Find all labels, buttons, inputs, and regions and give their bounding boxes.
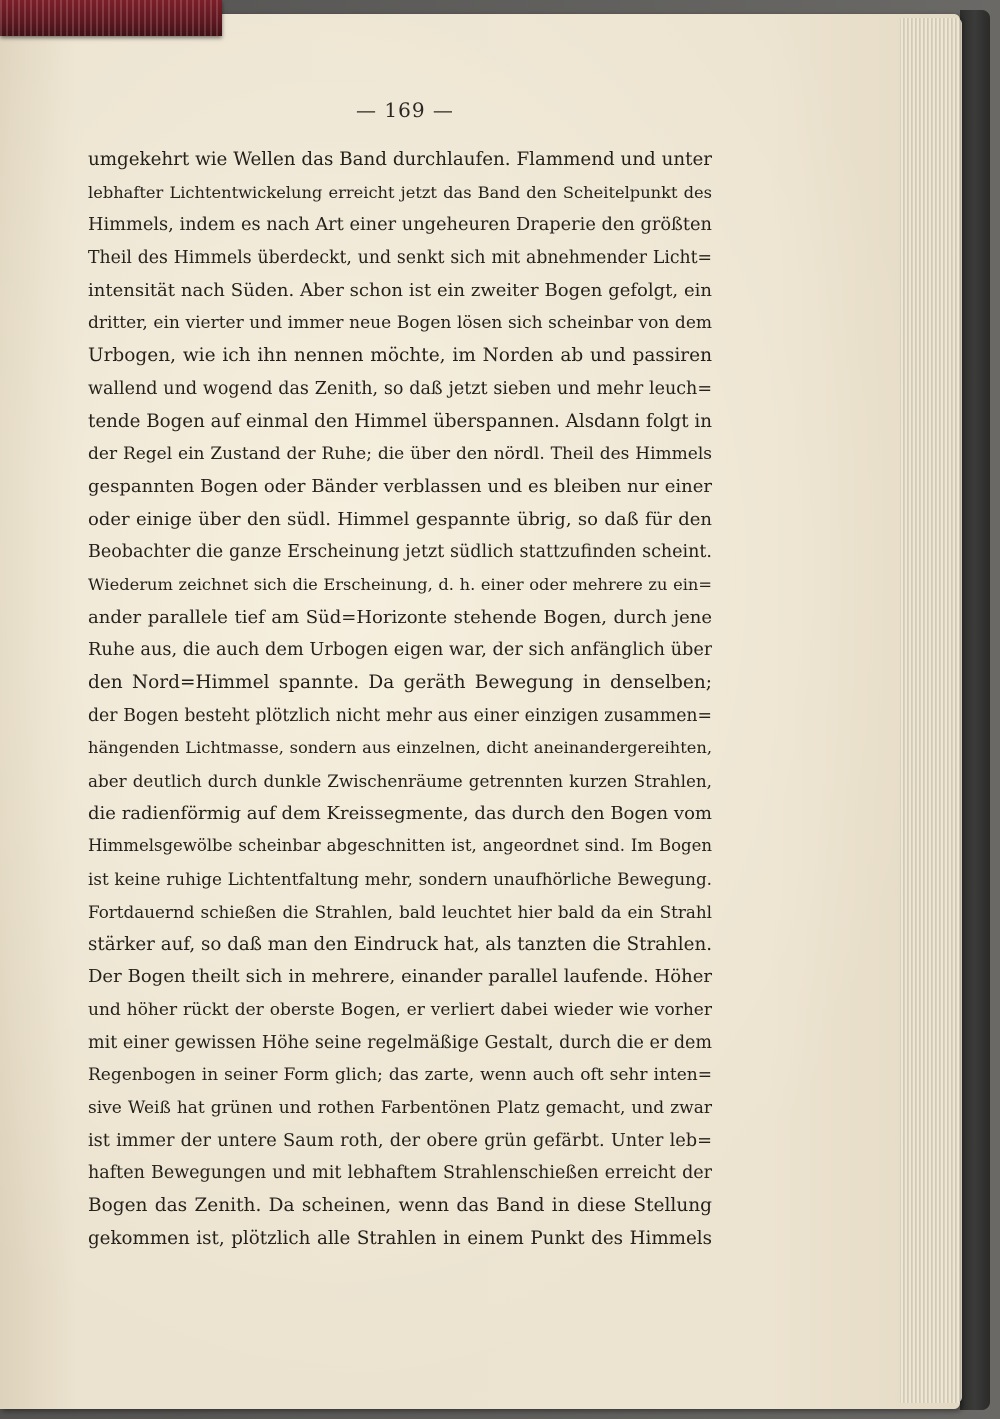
text-line: ist immer der untere Saum roth, der obere grün gefärbt. Unter leb= <box>88 1130 712 1151</box>
text-line: Fortdauernd schießen die Strahlen, bald leuchtet hier bald da ein Strahl <box>88 901 712 922</box>
body-text <box>88 144 712 1255</box>
ribbon-texture <box>0 0 222 36</box>
text-line: Theil des Himmels überdeckt, und senkt sich mit abnehmender Licht= <box>88 248 712 269</box>
text-line: Regenbogen in seiner Form glich; das zarte, wenn auch oft sehr inten= <box>88 1065 712 1086</box>
text-line: Himmels, indem es nach Art einer ungeheuren Draperie den größten <box>88 215 712 236</box>
text-line: Beobachter die ganze Erscheinung jetzt südlich stattzufinden scheint. <box>88 542 712 563</box>
text-line: der Bogen besteht plötzlich nicht mehr aus einer einzigen zusammen= <box>88 705 712 726</box>
page-stack-edges <box>900 18 962 1403</box>
book-cover-edge <box>960 10 990 1410</box>
text-line: lebhafter Lichtentwickelung erreicht jetzt das Band den Scheitelpunkt des <box>88 182 712 202</box>
bookmark-ribbon <box>0 0 222 36</box>
text-line: der Regel ein Zustand der Ruhe; die über den nördl. Theil des Himmels <box>88 444 712 465</box>
text-line: wallend und wogend das Zenith, so daß jetzt sieben und mehr leuch= <box>88 378 712 399</box>
text-line: aber deutlich durch dunkle Zwischenräume getrennten kurzen Strahlen, <box>88 771 712 792</box>
text-line: den Nord=Himmel spannte. Da geräth Bewegung in denselben; <box>88 672 712 693</box>
text-line: Himmelsgewölbe scheinbar abgeschnitten ist, angeordnet sind. Im Bogen <box>88 836 712 856</box>
text-line: gespannten Bogen oder Bänder verblassen und es bleiben nur einer <box>88 475 712 497</box>
text-line: Urbogen, wie ich ihn nennen möchte, im Norden ab und passiren <box>88 345 712 367</box>
text-line: Ruhe aus, die auch dem Urbogen eigen war, der sich anfänglich über <box>88 640 712 661</box>
text-line: intensität nach Süden. Aber schon ist ein zweiter Bogen gefolgt, ein <box>88 279 712 301</box>
text-line: die radienförmig auf dem Kreissegmente, das durch den Bogen vom <box>88 802 712 824</box>
text-line: gekommen ist, plötzlich alle Strahlen in einem Punkt des Himmels <box>88 1227 712 1249</box>
text-line: umgekehrt wie Wellen das Band durchlaufen. Flammend und unter <box>88 149 712 170</box>
text-line: mit einer gewissen Höhe seine regelmäßige Gestalt, durch die er dem <box>88 1032 712 1053</box>
text-line: haften Bewegungen und mit lebhaftem Strahlenschießen erreicht der <box>88 1163 712 1184</box>
text-line: ist keine ruhige Lichtentfaltung mehr, sondern unaufhörliche Bewegung. <box>88 869 712 890</box>
text-line: ander parallele tief am Süd=Horizonte stehende Bogen, durch jene <box>88 606 712 628</box>
text-line: oder einige über den südl. Himmel gespannte übrig, so daß für den <box>88 508 712 530</box>
text-line: tende Bogen auf einmal den Himmel überspannen. Alsdann folgt in <box>88 410 712 432</box>
text-line: Wiederum zeichnet sich die Erscheinung, d. h. einer oder mehrere zu ein= <box>88 574 712 594</box>
text-line: Der Bogen theilt sich in mehrere, einander parallel laufende. Höher <box>88 966 712 988</box>
page-number: — 169 — <box>356 98 454 122</box>
text-line: und höher rückt der oberste Bogen, er verliert dabei wieder wie vorher <box>88 999 712 1020</box>
text-line: hängenden Lichtmasse, sondern aus einzelnen, dicht aneinandergereihten, <box>88 738 712 758</box>
text-line: dritter, ein vierter und immer neue Bogen lösen sich scheinbar von dem <box>88 313 712 334</box>
text-line: sive Weiß hat grünen und rothen Farbentönen Platz gemacht, und zwar <box>88 1097 712 1118</box>
text-line: stärker auf, so daß man den Eindruck hat, als tanzten die Strahlen. <box>88 933 712 955</box>
text-line: Bogen das Zenith. Da scheinen, wenn das Band in diese Stellung <box>88 1195 712 1216</box>
